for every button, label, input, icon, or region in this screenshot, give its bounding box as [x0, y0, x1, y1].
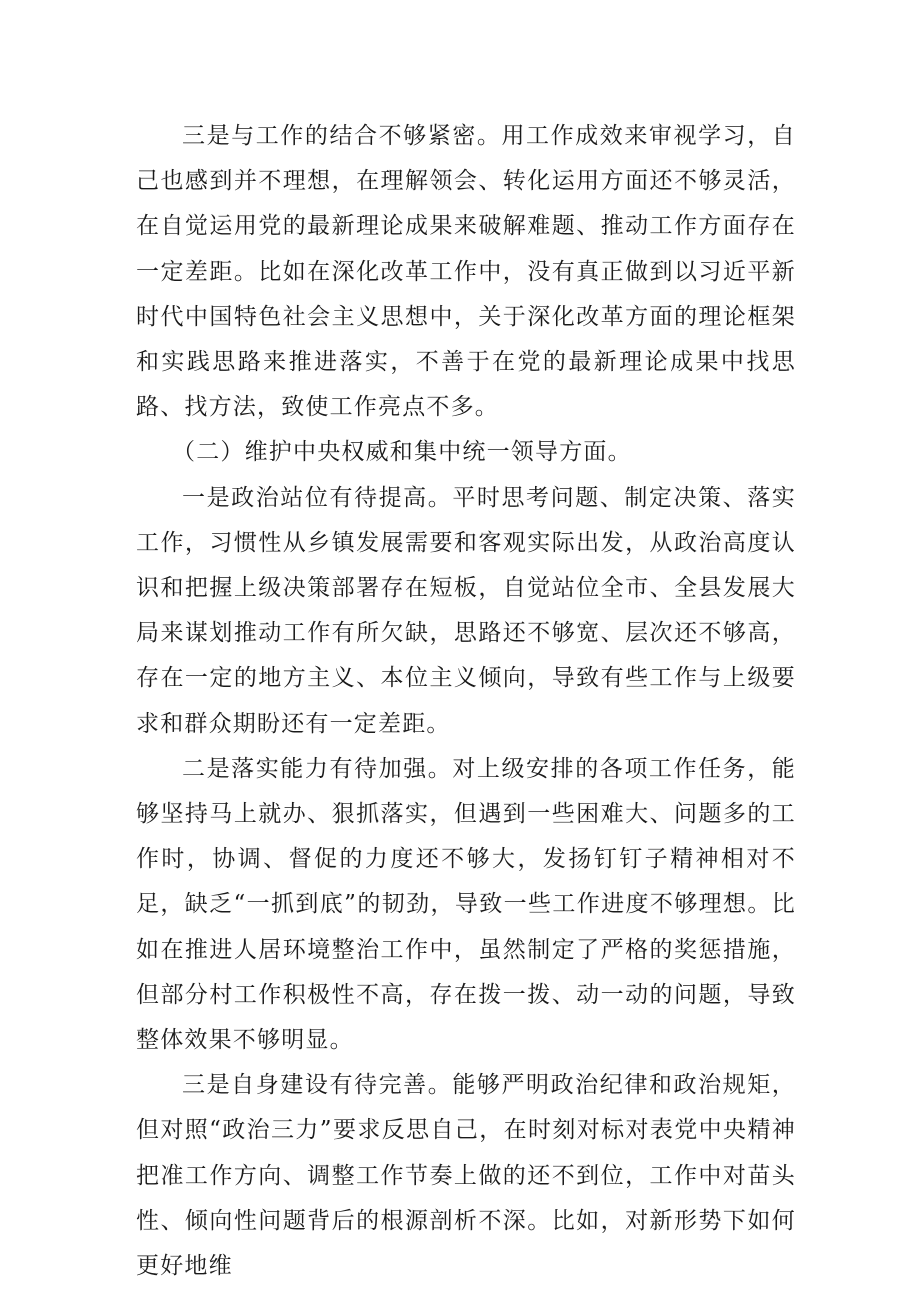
document-body [136, 114, 796, 1289]
paragraph-integration-with-work: 三是与工作的结合不够紧密。用工作成效来审视学习，自己也感到并不理想，在理解领会、转化运用方面还不够灵活，在自觉运用党的最新理论成果来破解难题、推动工作方面存在一定差距。比如在深化改革工作中，没有真正做到以习近平新时代中国特色社会主义思想中，关于深化改革方面的理论框架和实践思路来推进落实，不善于在党的最新理论成果中找思路、找方法，致使工作亮点不多。 [136, 123, 796, 421]
paragraph-implementation-capacity: 二是落实能力有待加强。对上级安排的各项工作任务，能够坚持马上就办、狠抓落实，但遇到一些困难大、问题多的工作时，协调、督促的力度还不够大，发扬钉钉子精神相对不足，缺乏“一抓到底”的韧劲，导致一些工作进度不够理想。比如在推进人居环境整治工作中，虽然制定了严格的奖惩措施，但部分村工作积极性不高，存在拨一拨、动一动的问题，导致整体效果不够明显。 [136, 755, 796, 1054]
section-heading-central-authority: （二）维护中央权威和集中统一领导方面。 [172, 439, 632, 466]
paragraph-self-construction: 三是自身建设有待完善。能够严明政治纪律和政治规矩，但对照“政治三力”要求反思自己，在时刻对标对表党中央精神把准工作方向、调整工作节奏上做的还不到位，工作中对苗头性、倾向性问题背后的根源剖析不深。比如，对新形势下如何更好地维 [136, 1072, 796, 1280]
paragraph-political-standing: 一是政治站位有待提高。平时思考问题、制定决策、落实工作，习惯性从乡镇发展需要和客观实际出发，从政治高度认识和把握上级决策部署存在短板，自觉站位全市、全县发展大局来谋划推动工作有所欠缺，思路还不够宽、层次还不够高，存在一定的地方主义、本位主义倾向，导致有些工作与上级要求和群众期盼还有一定差距。 [136, 484, 796, 737]
